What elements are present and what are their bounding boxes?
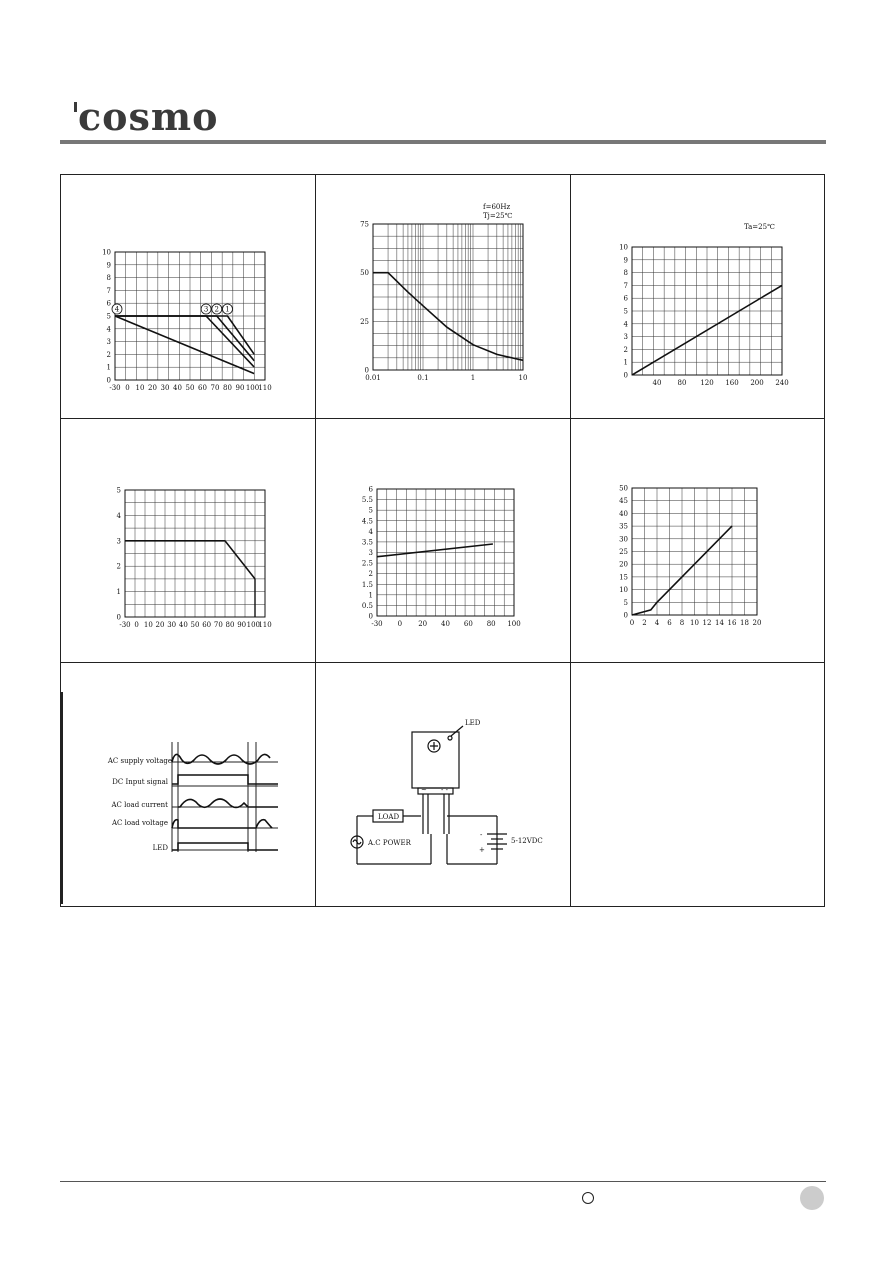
- y-tick-label: 75: [360, 220, 369, 229]
- company-logo: cosmo: [78, 94, 219, 139]
- y-tick-label: 40: [619, 509, 628, 518]
- header-rule: [60, 140, 826, 144]
- y-tick-label: 10: [102, 248, 111, 257]
- x-tick-label: 90: [235, 384, 245, 392]
- series-line: [115, 316, 254, 361]
- x-tick-label: 12: [702, 619, 712, 627]
- x-tick-label: 80: [223, 384, 232, 392]
- y-tick-label: 4: [623, 320, 628, 329]
- y-tick-label: 0: [623, 611, 628, 620]
- y-tick-label: 2: [368, 570, 373, 579]
- x-tick-label: -30: [109, 384, 121, 392]
- y-tick-label: 0: [116, 613, 121, 622]
- y-tick-label: 5: [368, 506, 373, 515]
- series-line: [125, 541, 255, 579]
- y-tick-label: 1: [623, 358, 628, 367]
- x-tick-label: 30: [160, 384, 170, 392]
- y-tick-label: 9: [623, 256, 628, 265]
- y-tick-label: 3.5: [361, 538, 373, 547]
- led-pulse: [172, 843, 278, 850]
- y-tick-label: 3: [623, 333, 628, 342]
- y-tick-label: 0: [623, 371, 628, 380]
- timing-diagram: [60, 662, 315, 906]
- y-tick-label: 4: [116, 511, 121, 520]
- y-tick-label: 6: [368, 485, 373, 494]
- x-tick-label: 20: [155, 621, 165, 629]
- x-tick-label: 2: [642, 619, 647, 627]
- ac-load-voltage: [172, 820, 272, 828]
- x-tick-label: 40: [173, 384, 182, 392]
- y-tick-label: 3: [116, 537, 121, 546]
- chart-annotation: Ta=25℃: [744, 223, 775, 231]
- y-tick-label: 50: [360, 269, 369, 278]
- plus-sign: +: [479, 846, 485, 854]
- x-tick-label: 50: [185, 384, 195, 392]
- y-tick-label: 4: [368, 527, 373, 536]
- y-tick-label: 5: [106, 312, 111, 321]
- x-tick-label: 80: [486, 620, 496, 628]
- y-tick-label: 45: [619, 497, 628, 506]
- x-tick-label: 6: [667, 619, 672, 627]
- dc-supply-label: 5-12VDC: [511, 837, 543, 845]
- x-tick-label: 0.1: [417, 374, 429, 382]
- y-tick-label: 25: [360, 317, 369, 326]
- x-tick-label: 70: [213, 621, 223, 629]
- x-tick-label: 60: [202, 621, 212, 629]
- x-tick-label: 60: [198, 384, 207, 392]
- x-tick-label: 100: [246, 621, 261, 629]
- y-tick-label: 2: [106, 350, 111, 359]
- y-tick-label: 5: [623, 307, 628, 316]
- x-tick-label: 160: [725, 379, 739, 387]
- y-tick-label: 25: [619, 548, 628, 556]
- y-tick-label: 6: [623, 294, 628, 303]
- chart-input-current: [570, 418, 825, 662]
- series-label: 1: [225, 305, 230, 314]
- y-tick-label: 1.5: [361, 580, 373, 589]
- x-tick-label: 10: [143, 621, 153, 629]
- timing-label: AC load current: [111, 801, 168, 809]
- y-tick-label: 1: [368, 591, 373, 600]
- ac-terminal-mark: ~: [421, 786, 427, 794]
- x-tick-label: 16: [727, 619, 737, 627]
- y-tick-label: 5: [623, 598, 628, 607]
- y-tick-label: 0: [106, 376, 111, 385]
- y-tick-label: 6: [106, 299, 111, 308]
- x-tick-label: 60: [463, 620, 473, 628]
- x-tick-label: 110: [258, 621, 272, 629]
- chart-derating: [60, 174, 315, 418]
- series-line: [373, 273, 523, 361]
- y-tick-label: 0.5: [361, 601, 373, 610]
- y-tick-label: 5: [116, 486, 121, 495]
- y-tick-label: 2: [623, 345, 628, 354]
- x-tick-label: -30: [371, 620, 383, 628]
- ac-supply-wave: [172, 754, 270, 764]
- x-tick-label: 10: [135, 384, 145, 392]
- ac-load-current: [178, 799, 278, 808]
- x-tick-label: 40: [652, 379, 662, 387]
- x-tick-label: 110: [258, 384, 272, 392]
- x-tick-label: 0: [125, 384, 130, 392]
- x-tick-label: 0: [629, 619, 635, 627]
- x-tick-label: 10: [518, 374, 528, 382]
- led-label: LED: [465, 719, 481, 727]
- series-line: [377, 544, 493, 557]
- x-tick-label: 70: [210, 384, 220, 392]
- dc-input-pulse: [172, 775, 278, 784]
- y-tick-label: 2.5: [361, 559, 373, 568]
- x-tick-label: 120: [700, 379, 714, 387]
- x-tick-label: 30: [167, 621, 177, 629]
- y-tick-label: 8: [623, 269, 628, 278]
- x-tick-label: 80: [225, 621, 235, 629]
- footer-circle-icon: [582, 1192, 594, 1204]
- chart-annotation: f=60Hz: [483, 203, 511, 211]
- chart-grid: [125, 490, 265, 617]
- load-label: LOAD: [378, 813, 400, 821]
- series-label: 4: [114, 305, 120, 314]
- y-tick-label: 3: [368, 549, 373, 557]
- chart-current-vs-temp: [60, 418, 315, 662]
- x-tick-label: 100: [507, 620, 521, 628]
- x-tick-label: -30: [119, 621, 131, 629]
- y-tick-label: 15: [619, 573, 628, 582]
- y-tick-label: 3: [106, 338, 111, 347]
- y-tick-label: 10: [619, 243, 628, 252]
- chart-grid: [632, 488, 757, 615]
- chart-surge-current: [315, 174, 570, 418]
- wiring-diagram: [315, 662, 570, 906]
- chart-annotation: Tj=25℃: [483, 212, 513, 220]
- y-tick-label: 9: [106, 261, 111, 270]
- x-tick-label: 240: [775, 379, 789, 387]
- series-label: 3: [203, 305, 209, 314]
- timing-label: AC supply voltage: [107, 757, 172, 765]
- x-tick-label: 1: [470, 374, 476, 382]
- footer-rule: [60, 1181, 826, 1182]
- y-tick-label: 4.5: [361, 517, 373, 526]
- chart-grid: [373, 224, 523, 370]
- x-tick-label: 80: [677, 379, 687, 387]
- x-tick-label: 8: [679, 619, 685, 627]
- y-tick-label: 1: [106, 363, 111, 372]
- x-tick-label: 40: [441, 620, 450, 628]
- x-tick-label: 10: [690, 619, 699, 627]
- x-tick-label: 14: [715, 619, 724, 627]
- x-tick-label: 0: [397, 620, 403, 628]
- x-tick-label: 50: [190, 621, 200, 629]
- logo-mark: [74, 102, 77, 112]
- x-tick-label: 90: [237, 621, 247, 629]
- minus-sign: -: [480, 831, 483, 839]
- x-tick-label: 20: [752, 619, 762, 627]
- y-tick-label: 35: [619, 522, 628, 531]
- y-tick-label: 8: [106, 274, 111, 283]
- chart-grid: [632, 247, 782, 375]
- x-tick-label: 100: [245, 384, 260, 392]
- x-tick-label: 20: [418, 620, 428, 628]
- y-tick-label: 20: [619, 560, 628, 569]
- x-tick-label: 200: [750, 379, 764, 387]
- timing-label: DC Input signal: [112, 778, 168, 786]
- y-tick-label: 7: [106, 286, 111, 295]
- y-tick-label: 7: [623, 281, 628, 290]
- timing-label: LED: [152, 844, 168, 852]
- chart-grid: [377, 489, 514, 616]
- y-tick-label: 5.5: [361, 496, 373, 505]
- y-tick-label: 4: [106, 325, 111, 334]
- page-number-circle: [800, 1186, 824, 1210]
- x-tick-label: 4: [654, 619, 660, 627]
- y-tick-label: 30: [619, 535, 628, 544]
- x-tick-label: 0.01: [365, 374, 381, 382]
- dc-terminal-mark: - -: [441, 786, 448, 794]
- y-tick-label: 10: [619, 586, 628, 595]
- ac-power-label: A.C POWER: [368, 839, 411, 847]
- y-tick-label: 1: [116, 588, 121, 597]
- x-tick-label: 0: [134, 621, 139, 629]
- y-tick-label: 50: [619, 484, 628, 493]
- y-tick-label: 0: [368, 612, 373, 621]
- y-tick-label: 2: [116, 562, 121, 571]
- chart-voltage-vs-temp: [315, 418, 570, 662]
- chart-linear-ta25: [570, 174, 825, 418]
- x-tick-label: 20: [148, 384, 157, 392]
- timing-label: AC load voltage: [112, 819, 168, 827]
- series-label: 2: [214, 305, 220, 314]
- x-tick-label: 40: [178, 621, 188, 629]
- y-tick-label: 0: [364, 366, 369, 375]
- x-tick-label: 18: [740, 619, 749, 627]
